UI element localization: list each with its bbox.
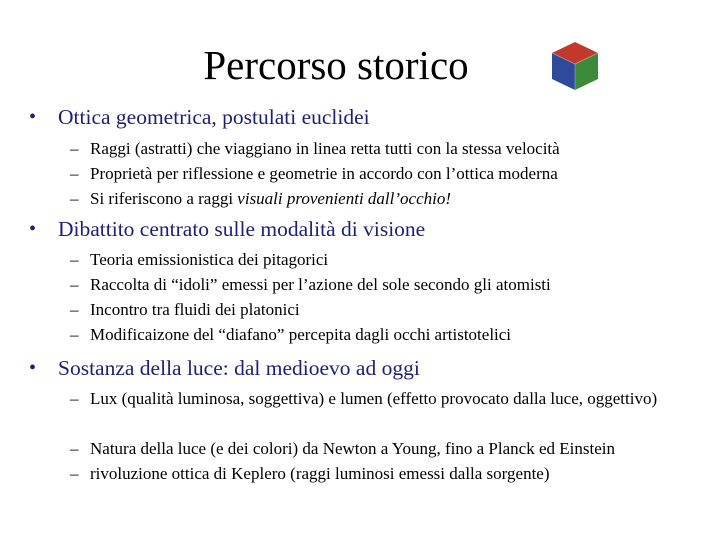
bullet-heading: Dibattito centrato sulle modalità di visione (58, 217, 426, 241)
dash-marker: – (70, 250, 79, 269)
bullet-marker: • (29, 357, 37, 379)
dash-marker: – (70, 439, 79, 458)
dash-marker: – (70, 189, 79, 208)
sub-item-text-plain: Si riferiscono a raggi (90, 189, 238, 208)
sub-item-text: Raccolta di “idoli” emessi per l’azione del sole secondo gli atomisti (90, 275, 551, 294)
section-dibattito-visione (0, 212, 720, 347)
sub-item-text: Natura della luce (e dei colori) da Newton a Young, fino a Planck ed Einstein (90, 439, 615, 458)
dash-marker: – (70, 139, 79, 158)
sub-item-text: Modificaizone del “diafano” percepita dagli occhi artistotelici (90, 325, 512, 344)
bullet-item (0, 212, 720, 246)
bullet-marker: • (29, 218, 37, 240)
color-cube-logo-icon (548, 40, 602, 92)
dash-marker: – (70, 164, 79, 183)
sub-item (0, 136, 720, 161)
sub-item-text (90, 186, 451, 211)
sub-item (0, 436, 720, 461)
cube-graphic (548, 40, 602, 92)
sub-item-text: Raggi (astratti) che viaggiano in linea retta tutti con la stessa velocità (90, 139, 560, 158)
sub-list (0, 386, 720, 486)
bullet-marker: • (29, 106, 37, 128)
sub-item-text-italic: visuali provenienti dall’occhio! (237, 189, 452, 208)
dash-marker: – (70, 389, 79, 408)
dash-marker: – (70, 300, 79, 319)
bullet-heading: Sostanza della luce: dal medioevo ad oggi (58, 356, 420, 380)
dash-marker: – (70, 464, 79, 483)
bullet-heading: Ottica geometrica, postulati euclidei (58, 105, 370, 129)
sub-item-text: Lux (qualità luminosa, soggettiva) e lumen (effetto provocato dalla luce, oggettivo) (90, 389, 658, 408)
dash-marker: – (70, 275, 79, 294)
slide-title: Percorso storico (203, 42, 469, 88)
sub-item (0, 272, 720, 297)
dash-marker: – (70, 325, 79, 344)
sub-item-text: Incontro tra fluidi dei platonici (90, 300, 300, 319)
sub-item (0, 322, 720, 347)
sub-item (0, 186, 720, 211)
bullet-item (0, 100, 720, 134)
sub-item (0, 461, 720, 486)
section-ottica-geometrica (0, 100, 720, 211)
bullet-item (0, 351, 720, 385)
sub-list (0, 247, 720, 347)
sub-item (0, 386, 720, 436)
section-sostanza-luce (0, 351, 720, 486)
sub-item-text: Proprietà per riflessione e geometrie in accordo con l’ottica moderna (90, 164, 558, 183)
sub-item (0, 161, 720, 186)
sub-item-text: rivoluzione ottica di Keplero (raggi luminosi emessi dalla sorgente) (90, 464, 550, 483)
sub-item-text: Teoria emissionistica dei pitagorici (90, 250, 329, 269)
sub-list (0, 136, 720, 211)
sub-item (0, 297, 720, 322)
sub-item (0, 247, 720, 272)
